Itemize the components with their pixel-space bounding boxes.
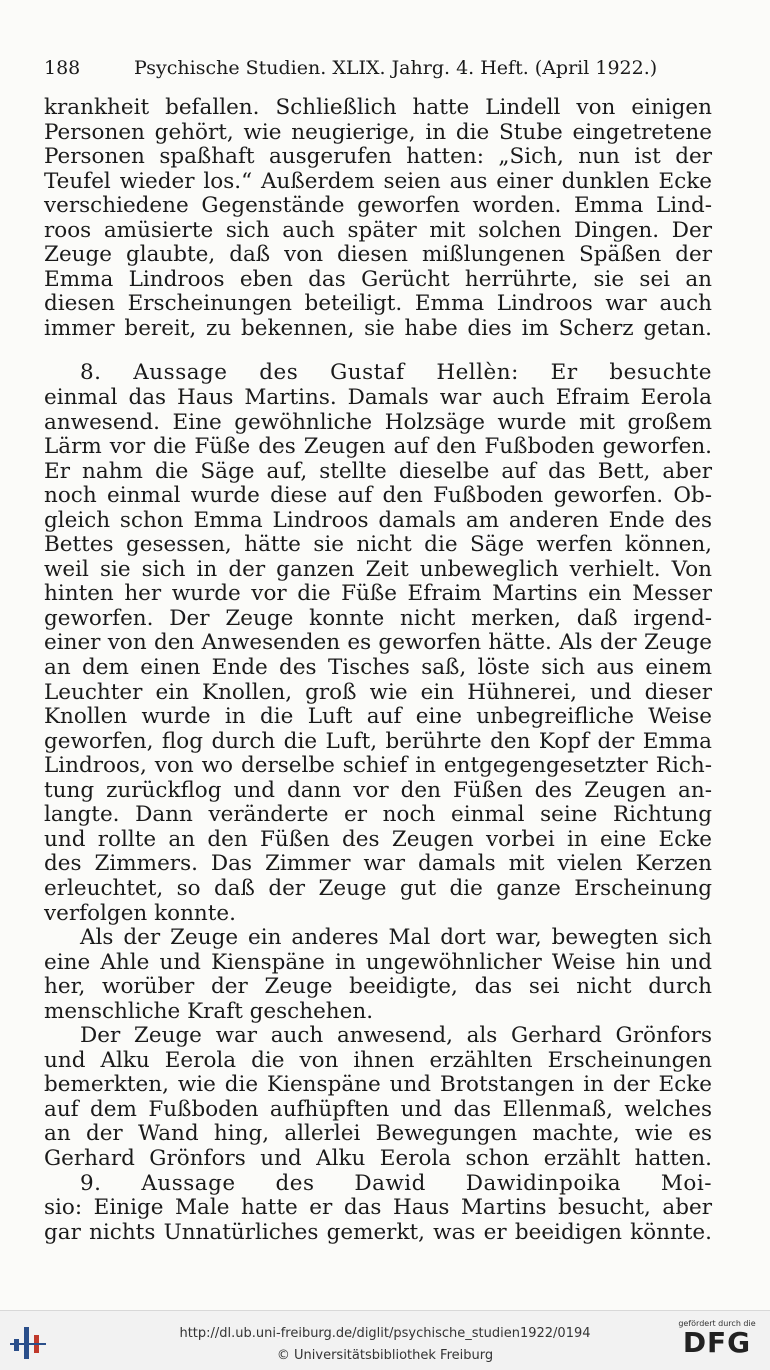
dfg-logo-text: DFG (682, 1326, 752, 1359)
text-line: an der Wand hing, allerlei Bewegungen machte, wie es (44, 1121, 712, 1147)
text-line: des Zimmers. Das Zimmer war damals mit vielen Kerzen (44, 851, 712, 877)
text-line: Personen spaßhaft ausgerufen hatten: „Sich, nun ist der (44, 144, 712, 170)
text-line: verfolgen konnte. (44, 900, 236, 926)
text-line: krankheit befallen. Schließlich hatte Lindell von einigen (44, 95, 712, 120)
text-line: Bettes gesessen, hätte sie nicht die Säge werfen können, (44, 532, 712, 558)
text-line: einer von den Anwesenden es geworfen hätte. Als der Zeuge (44, 630, 712, 656)
copyright-text: © Universitätsbibliothek Freiburg (276, 1348, 494, 1363)
text-line: weil sie sich in der ganzen Zeit unbeweglich verhielt. Von (44, 556, 712, 582)
text-line: Lindroos, von wo derselbe schief in entgegengesetzter Rich- (44, 753, 712, 779)
text-line: bemerkten, wie die Kienspäne und Brotstangen in der Ecke (44, 1072, 712, 1098)
text-line: Der Zeuge war auch anwesend, als Gerhard Grönfors (80, 1023, 712, 1049)
page-url-link[interactable]: http://dl.ub.uni-freiburg.de/diglit/psychische_studien1922/0194 (179, 1326, 591, 1341)
section-heading-line: 9. Aussage des Dawid Dawidinpoika Moi- (80, 1170, 712, 1196)
paragraph (44, 1024, 712, 1171)
text-line: roos amüsierte sich auch später mit solchen Dingen. Der (44, 217, 712, 243)
text-line: langte. Dann veränderte er noch einmal seine Richtung (44, 802, 712, 828)
text-line: noch einmal wurde diese auf den Fußboden geworfen. Ob- (44, 483, 712, 509)
paragraph (44, 1172, 712, 1246)
text-line: diesen Erscheinungen beteiligt. Emma Lindroos war auch (44, 291, 712, 317)
page-number: 188 (44, 57, 81, 79)
paragraph (44, 361, 712, 926)
text-line: einmal das Haus Martins. Damals war auch Efraim Eerola (44, 385, 712, 411)
viewer-footer (0, 1310, 770, 1370)
paragraph (44, 926, 712, 1024)
text-line: hinten her wurde vor die Füße Efraim Martins ein Messer (44, 581, 712, 607)
text-line: Zeuge glaubte, daß von diesen mißlungenen Späßen der (44, 242, 712, 268)
text-line: auf dem Fußboden aufhüpften und das Ellenmaß, welches (44, 1096, 712, 1122)
text-line: an dem einen Ende des Tisches saß, löste sich aus einem (44, 655, 712, 681)
page-body (44, 96, 712, 1245)
text-line: eine Ahle und Kienspäne in ungewöhnlicher Weise hin und (44, 949, 712, 975)
dfg-logo (674, 1319, 760, 1365)
text-line: Personen gehört, wie neugierige, in die Stube eingetretene (44, 119, 712, 145)
text-line: her, worüber der Zeuge beeidigte, das sei nicht durch (44, 974, 712, 1000)
text-line: immer bereit, zu bekennen, sie habe dies im Scherz getan. (44, 315, 712, 341)
text-line: gar nichts Unnatürliches gemerkt, was er beeidigen könnte. (44, 1219, 712, 1245)
text-line: Knollen wurde in die Luft auf eine unbegreifliche Weise (44, 704, 712, 730)
text-line: tung zurückflog und dann vor den Füßen des Zeugen an- (44, 777, 712, 803)
text-line: Er nahm die Säge auf, stellte dieselbe auf das Bett, aber (44, 458, 712, 484)
text-line: anwesend. Eine gewöhnliche Holzsäge wurde mit großem (44, 409, 712, 435)
paragraph (44, 96, 712, 341)
text-line: Als der Zeuge ein anderes Mal dort war, bewegten sich (80, 925, 712, 951)
text-line: erleuchtet, so daß der Zeuge gut die ganze Erscheinung (44, 875, 712, 901)
text-line: verschiedene Gegenstände geworfen worden. Emma Lind- (44, 193, 712, 219)
text-line: und Alku Eerola die von ihnen erzählten Erscheinungen (44, 1047, 712, 1073)
text-line: und rollte an den Füßen des Zeugen vorbei in eine Ecke (44, 826, 712, 852)
dfg-funding-text: gefördert durch die (678, 1319, 756, 1328)
text-line: Lärm vor die Füße des Zeugen auf den Fußboden geworfen. (44, 434, 712, 460)
text-line: Leuchter ein Knollen, groß wie ein Hühnerei, und dieser (44, 679, 712, 705)
text-line: geworfen, flog durch die Luft, berührte den Kopf der Emma (44, 728, 712, 754)
text-line: geworfen. Der Zeuge konnte nicht merken, daß irgend- (44, 605, 712, 631)
text-line: gleich schon Emma Lindroos damals am anderen Ende des (44, 507, 712, 533)
text-line: Teufel wieder los.“ Außerdem seien aus einer dunklen Ecke (44, 168, 712, 194)
section-heading-line: 8. Aussage des Gustaf Hellèn: Er besuchte (80, 360, 712, 386)
text-line: Gerhard Grönfors und Alku Eerola schon erzählt hatten. (44, 1145, 712, 1171)
text-line: menschliche Kraft geschehen. (44, 998, 374, 1024)
running-title: Psychische Studien. XLIX. Jahrg. 4. Heft. (April 1922.) (134, 57, 658, 79)
text-line: sio: Einige Male hatte er das Haus Martins besucht, aber (44, 1195, 712, 1221)
text-line: Emma Lindroos eben das Gerücht herrührte, sie sei an (44, 266, 712, 292)
